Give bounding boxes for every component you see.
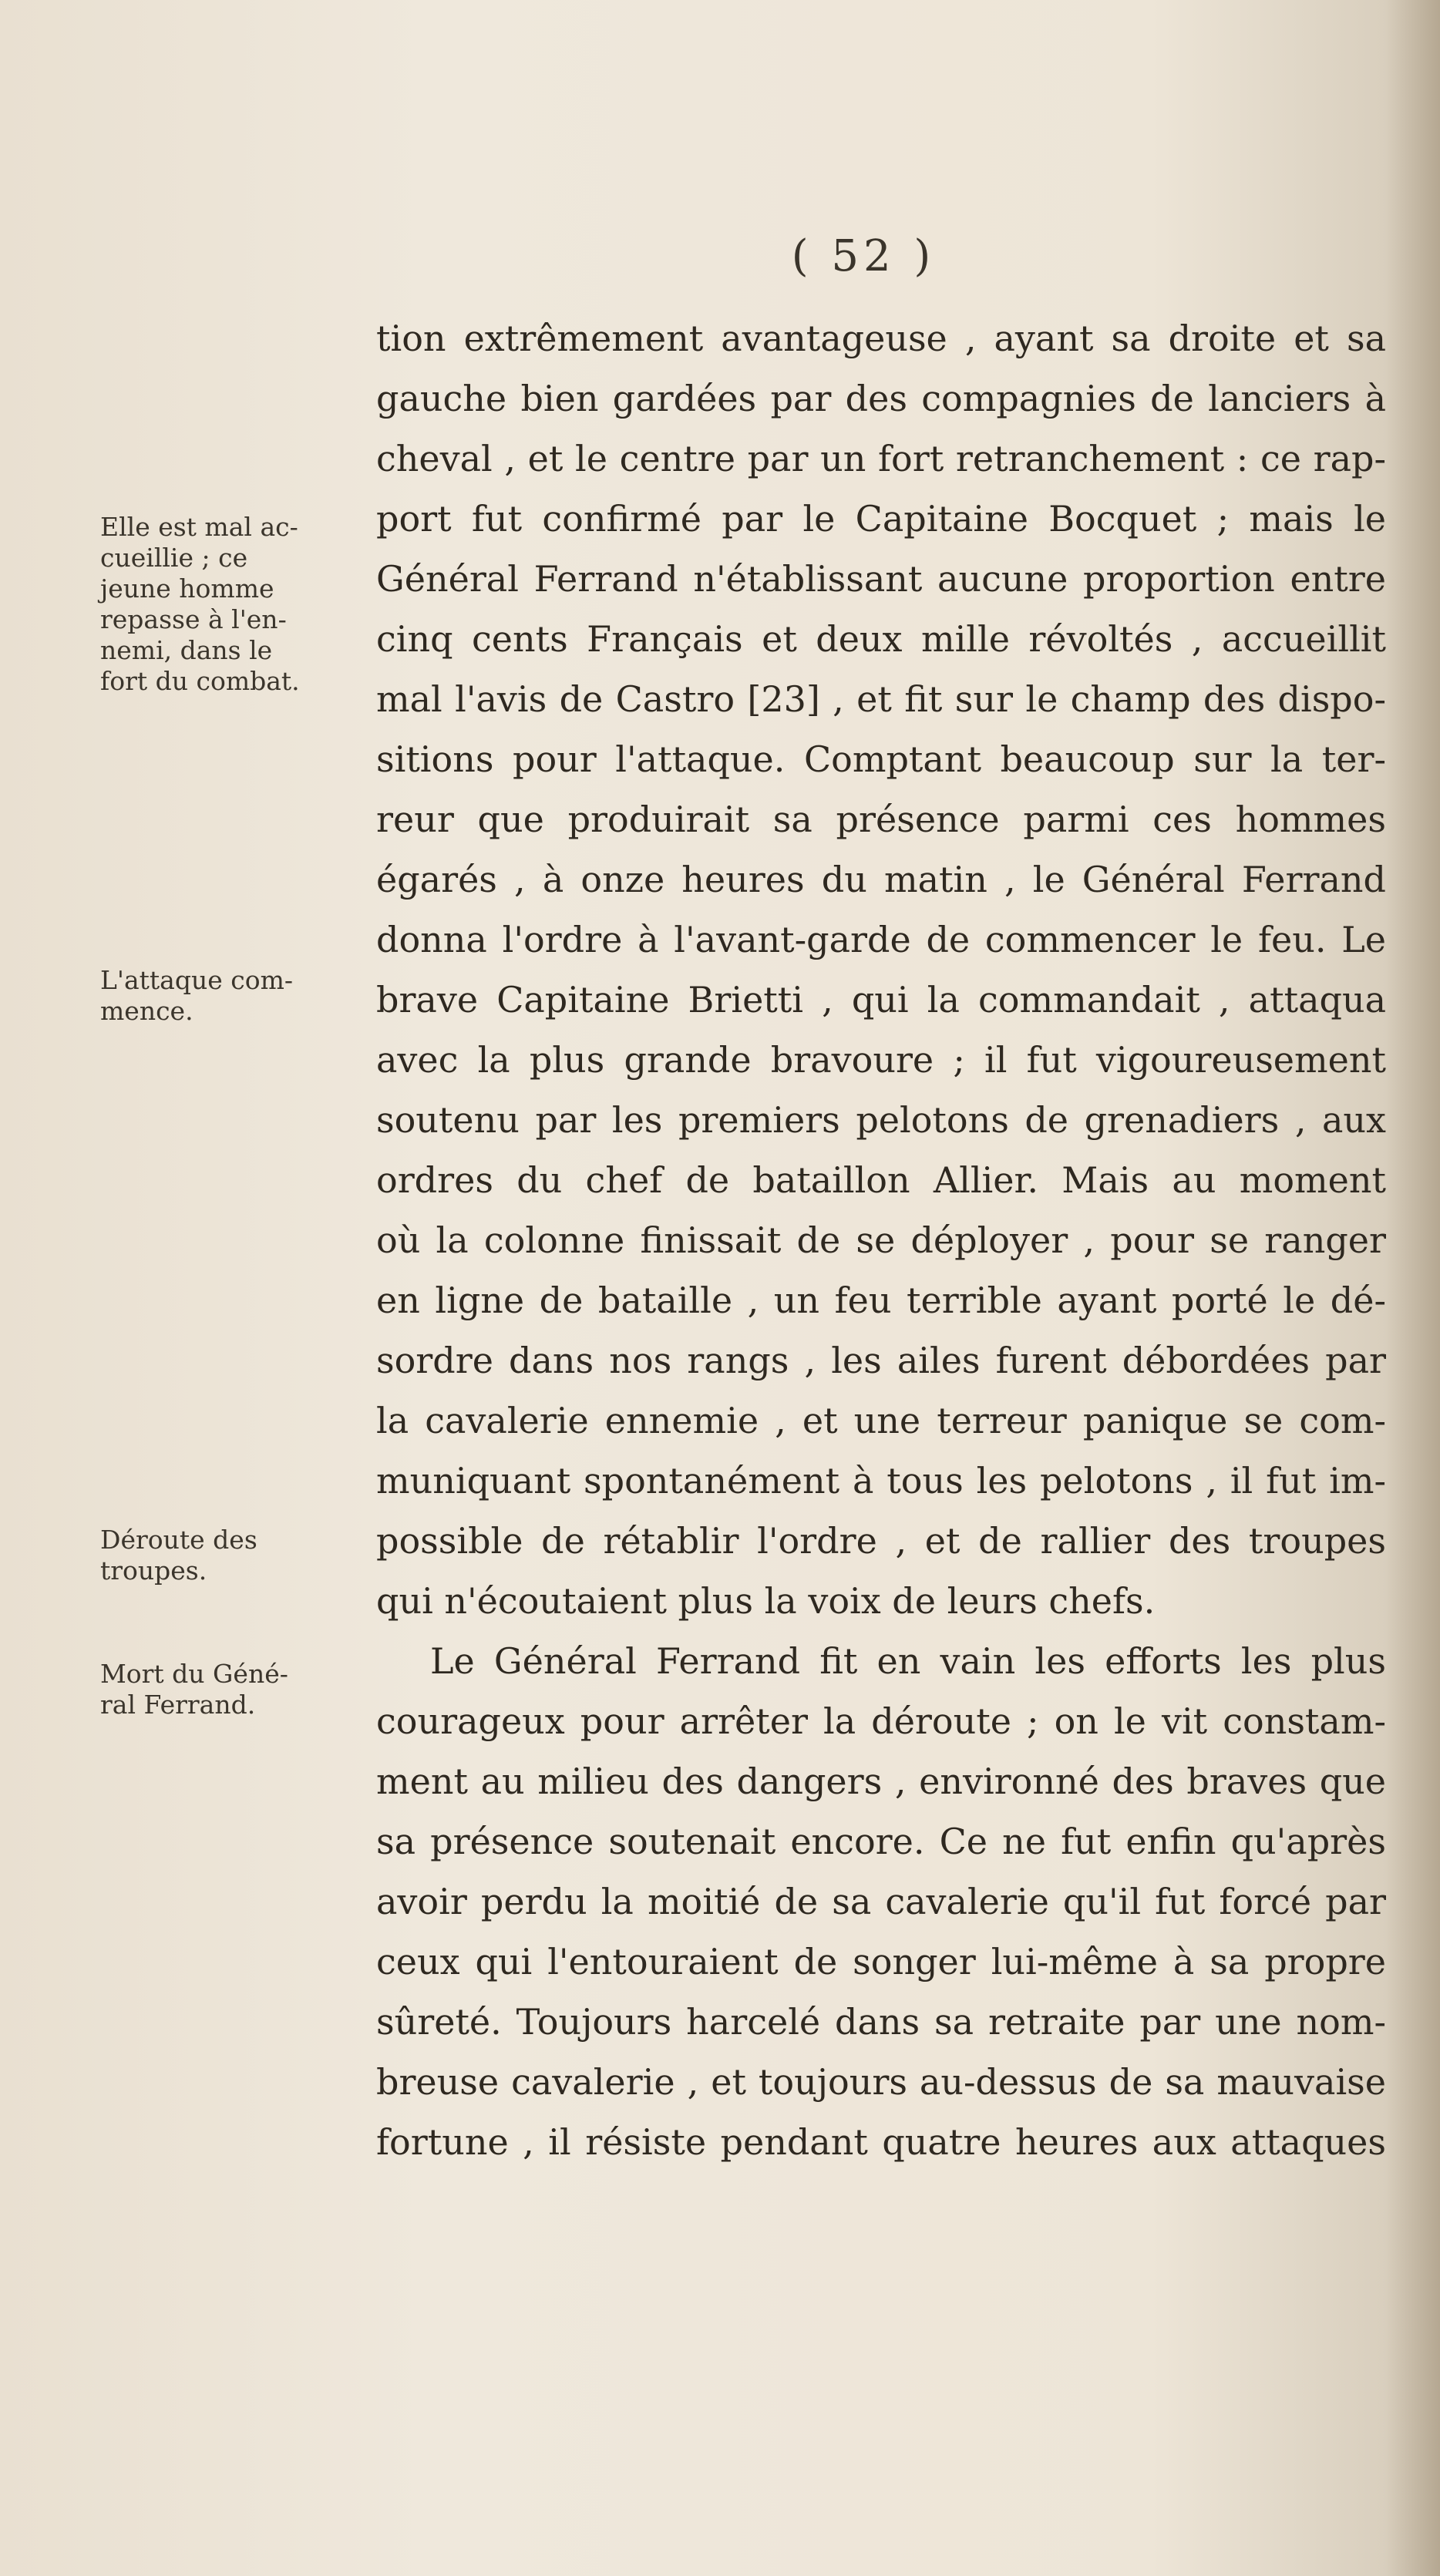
text-line: la cavalerie ennemie , et une terreur panique se com- xyxy=(376,1400,1386,1441)
text-line: avoir perdu la moitié de sa cavalerie qu'il fut forcé par xyxy=(376,1881,1386,1922)
margin-note-line: ral Ferrand. xyxy=(100,1690,256,1720)
margin-note-line: jeune homme xyxy=(100,573,274,604)
text-line: cinq cents Français et deux mille révoltés , accueillit xyxy=(376,618,1386,660)
text-line: possible de rétablir l'ordre , et de rallier des troupes xyxy=(376,1520,1386,1562)
margin-note-death xyxy=(100,1659,347,1720)
margin-note-attack xyxy=(100,965,347,1027)
margin-note-rout xyxy=(100,1525,347,1586)
text-line: sitions pour l'attaque. Comptant beaucoup sur la ter- xyxy=(376,738,1386,780)
margin-note-line: Déroute des xyxy=(100,1525,257,1555)
text-line: mal l'avis de Castro [23] , et fit sur le champ des dispo- xyxy=(376,678,1386,720)
margin-note-line: repasse à l'en- xyxy=(100,604,287,634)
text-line: Général Ferrand n'établissant aucune proportion entre xyxy=(376,558,1386,600)
margin-note-line: nemi, dans le xyxy=(100,635,273,665)
text-line: reur que produirait sa présence parmi ces hommes xyxy=(376,799,1386,840)
text-line: soutenu par les premiers pelotons de grenadiers , aux xyxy=(376,1099,1386,1141)
text-line: courageux pour arrêter la déroute ; on le vit constam- xyxy=(376,1700,1386,1742)
margin-note-line: mence. xyxy=(100,996,193,1026)
text-line: cheval , et le centre par un fort retranchement : ce rap- xyxy=(376,438,1386,479)
margin-note-reception xyxy=(100,512,347,697)
text-line: où la colonne finissait de se déployer , pour se ranger xyxy=(376,1219,1386,1261)
margin-note-line: fort du combat. xyxy=(100,666,300,696)
page-edge-shadow xyxy=(1386,0,1440,2576)
text-line: sa présence soutenait encore. Ce ne fut enfin qu'après xyxy=(376,1821,1386,1862)
text-line: brave Capitaine Brietti , qui la commandait , attaqua xyxy=(376,979,1386,1021)
text-line: ment au milieu des dangers , environné des braves que xyxy=(376,1760,1386,1802)
body-text xyxy=(376,308,1386,2172)
page-number: ( 52 ) xyxy=(791,231,936,281)
text-line: gauche bien gardées par des compagnies de lanciers à xyxy=(376,378,1386,419)
text-line: Le Général Ferrand fit en vain les efforts les plus xyxy=(430,1640,1386,1682)
margin-note-line: troupes. xyxy=(100,1555,207,1586)
margin-note-line: Elle est mal ac- xyxy=(100,512,298,542)
margin-note-line: L'attaque com- xyxy=(100,965,294,995)
text-line: donna l'ordre à l'avant-garde de commencer le feu. Le xyxy=(376,919,1386,960)
text-line: fortune , il résiste pendant quatre heures aux attaques xyxy=(376,2121,1386,2163)
margin-note-line: Mort du Géné- xyxy=(100,1659,288,1689)
text-line: port fut confirmé par le Capitaine Bocquet ; mais le xyxy=(376,498,1386,540)
text-line: en ligne de bataille , un feu terrible ayant porté le dé- xyxy=(376,1280,1386,1321)
text-line: avec la plus grande bravoure ; il fut vigoureusement xyxy=(376,1039,1386,1081)
text-line: sordre dans nos rangs , les ailes furent débordées par xyxy=(376,1340,1386,1381)
text-line: breuse cavalerie , et toujours au-dessus de sa mauvaise xyxy=(376,2061,1386,2103)
text-line: ordres du chef de bataillon Allier. Mais au moment xyxy=(376,1159,1386,1201)
text-line: tion extrêmement avantageuse , ayant sa droite et sa xyxy=(376,318,1386,359)
text-line: sûreté. Toujours harcelé dans sa retraite par une nom- xyxy=(376,2001,1386,2043)
text-line: qui n'écoutaient plus la voix de leurs chefs. xyxy=(376,1580,1156,1622)
text-line: ceux qui l'entouraient de songer lui-même à sa propre xyxy=(376,1941,1386,1982)
text-line: égarés , à onze heures du matin , le Général Ferrand xyxy=(376,859,1386,900)
margin-note-line: cueillie ; ce xyxy=(100,543,248,573)
text-line: muniquant spontanément à tous les pelotons , il fut im- xyxy=(376,1460,1386,1502)
